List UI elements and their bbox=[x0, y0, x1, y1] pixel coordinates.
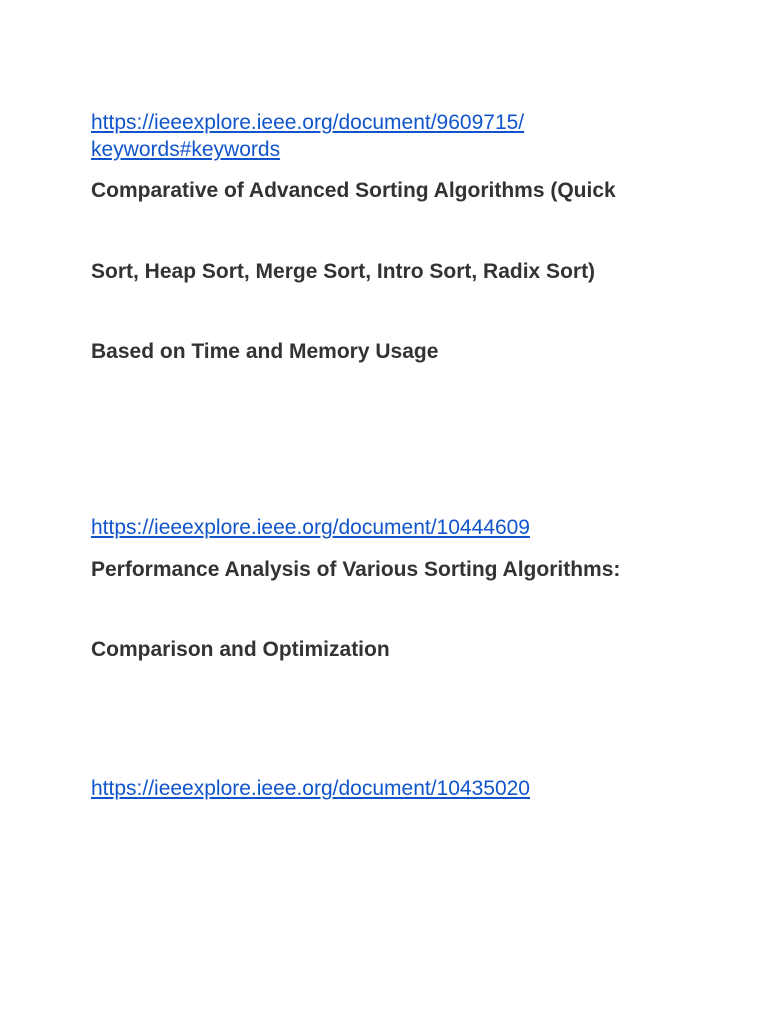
reference-1-title-line-3: Based on Time and Memory Usage bbox=[91, 340, 439, 363]
reference-2-title-line-1: Performance Analysis of Various Sorting Algorithms: bbox=[91, 558, 621, 581]
reference-1-link-line-2[interactable]: keywords#keywords bbox=[91, 138, 281, 161]
reference-2-link[interactable]: https://ieeexplore.ieee.org/document/10444609 bbox=[91, 516, 530, 539]
reference-1-title-line-2: Sort, Heap Sort, Merge Sort, Intro Sort, Radix Sort) bbox=[91, 260, 596, 283]
reference-1-link-line-1[interactable]: https://ieeexplore.ieee.org/document/9609715/ bbox=[91, 111, 525, 134]
reference-3-link[interactable]: https://ieeexplore.ieee.org/document/10435020 bbox=[91, 777, 530, 800]
reference-2-title-line-2: Comparison and Optimization bbox=[91, 638, 390, 661]
reference-1-title-line-1: Comparative of Advanced Sorting Algorithms (Quick bbox=[91, 179, 616, 202]
